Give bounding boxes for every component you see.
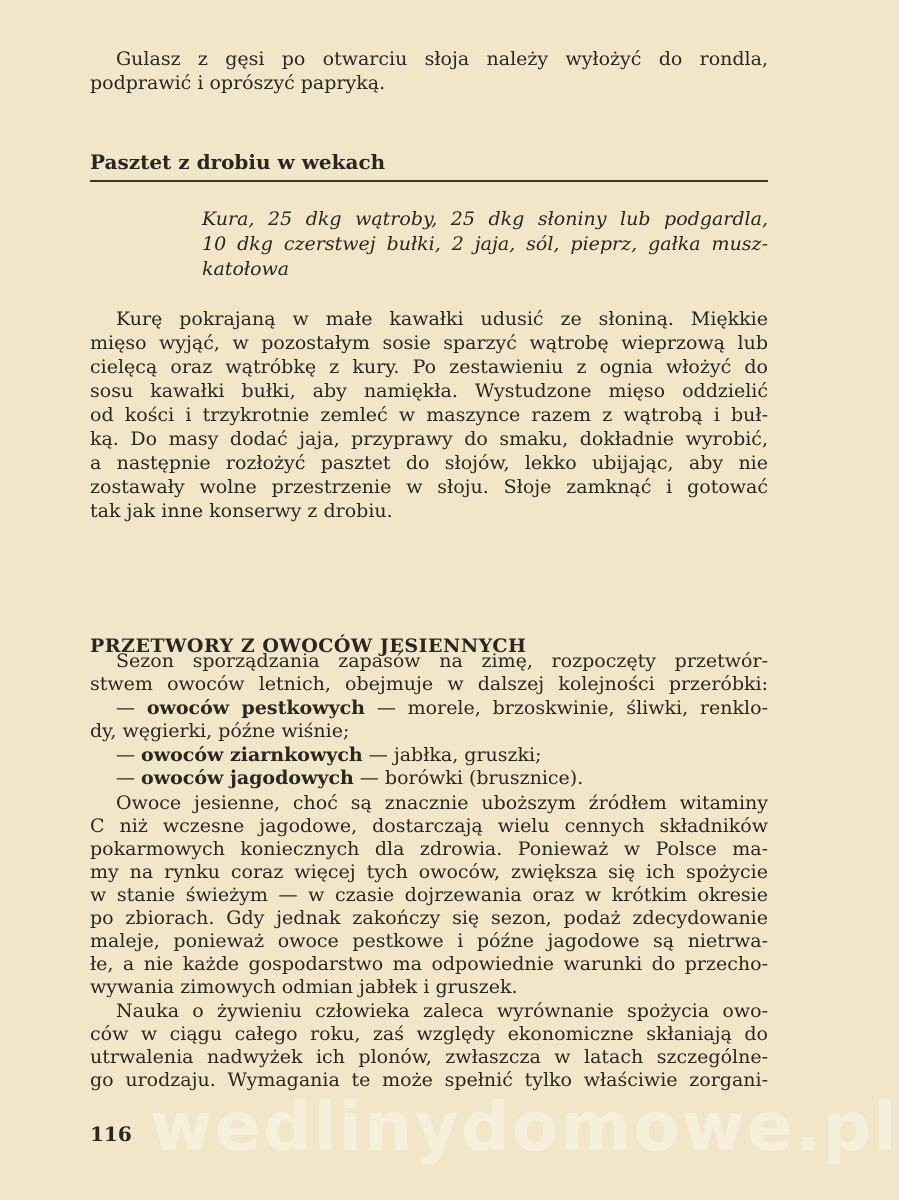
ingredients-line: Kura, 25 dkg wątroby, 25 dkg słoniny lub podgardla, bbox=[202, 208, 768, 230]
list-item-text: — morele, brzoskwinie, śliwki, renklo- bbox=[365, 697, 768, 719]
ingredients-line: 10 dkg czerstwej bułki, 2 jaja, sól, pieprz, gałka musz- bbox=[202, 233, 768, 255]
intro-line: Gulasz z gęsi po otwarciu słoja należy wyłożyć do rondla, bbox=[116, 48, 768, 70]
title-divider bbox=[90, 180, 768, 182]
recipe-body-line: mięso wyjąć, w pozostałym sosie sparzyć wątrobę wieprzową lub bbox=[90, 332, 768, 354]
list-item-term: owoców pestkowych bbox=[146, 697, 365, 719]
chapter-line: Nauka o żywieniu człowieka zaleca wyrównanie spożycia owo- bbox=[116, 1000, 768, 1022]
intro-line: podprawić i oprószyć papryką. bbox=[90, 72, 386, 94]
chapter-title: PRZETWORY Z OWOCÓW JESIENNYCH bbox=[90, 635, 527, 657]
recipe-body-line: Kurę pokrajaną w małe kawałki udusić ze słoniną. Miękkie bbox=[116, 308, 768, 330]
list-item-text: — jabłka, gruszki; bbox=[362, 744, 542, 766]
chapter-line: pokarmowych koniecznych dla zdrowia. Ponieważ w Polsce ma- bbox=[90, 838, 768, 860]
chapter-line: go urodzaju. Wymagania te może spełnić tylko właściwie zorgani- bbox=[90, 1069, 768, 1091]
chapter-line: C niż wczesne jagodowe, dostarczają wielu cennych składników bbox=[90, 815, 768, 837]
recipe-title: Pasztet z drobiu w wekach bbox=[90, 150, 386, 174]
chapter-line: po zbiorach. Gdy jednak zakończy się sezon, podaż zdecydowanie bbox=[90, 907, 768, 929]
chapter-line: wywania zimowych odmian jabłek i gruszek. bbox=[90, 976, 518, 998]
list-item bbox=[90, 744, 542, 767]
chapter-line: utrwalenia nadwyżek ich plonów, zwłaszcza w latach szczególne- bbox=[90, 1046, 768, 1068]
recipe-body-line: sosu kawałki bułki, aby namiękła. Wystudzone mięso oddzielić bbox=[90, 380, 768, 402]
recipe-body-line: cielęcą oraz wątróbkę z kury. Po zestawieniu z ognia włożyć do bbox=[90, 356, 768, 378]
recipe-body-line: a następnie rozłożyć pasztet do słojów, lekko ubijając, aby nie bbox=[90, 452, 768, 474]
page-number: 116 bbox=[90, 1122, 132, 1146]
list-dash: — bbox=[116, 697, 135, 719]
chapter-line: my na rynku coraz więcej tych owoców, zwiększa się ich spożycie bbox=[90, 861, 768, 883]
list-item-text: — borówki (brusznice). bbox=[353, 767, 584, 789]
recipe-body-line: tak jak inne konserwy z drobiu. bbox=[90, 500, 393, 522]
chapter-line: stwem owoców letnich, obejmuje w dalszej kolejności przeróbki: bbox=[90, 673, 768, 695]
list-dash: — bbox=[116, 744, 135, 766]
list-item bbox=[90, 697, 768, 720]
chapter-line: Sezon sporządzania zapasów na zimę, rozpoczęty przetwór- bbox=[116, 650, 768, 672]
chapter-line: ców w ciągu całego roku, zaś względy ekonomiczne skłaniają do bbox=[90, 1023, 768, 1045]
list-item-term: owoców ziarnkowych bbox=[141, 744, 363, 766]
recipe-body-line: zostawały wolne przestrzenie w słoju. Słoje zamknąć i gotować bbox=[90, 476, 768, 498]
chapter-line: łe, a nie każde gospodarstwo ma odpowiednie warunki do przecho- bbox=[90, 953, 768, 975]
list-item bbox=[90, 767, 583, 790]
list-item-term: owoców jagodowych bbox=[141, 767, 354, 789]
list-dash: — bbox=[116, 767, 135, 789]
chapter-line: maleje, ponieważ owoce pestkowe i późne jagodowe są nietrwa- bbox=[90, 930, 768, 952]
ingredients-line: katołowa bbox=[202, 258, 290, 280]
watermark: wedlinydomowe.pl bbox=[150, 1088, 899, 1167]
chapter-line: Owoce jesienne, choć są znacznie uboższym źródłem witaminy bbox=[116, 792, 768, 814]
chapter-line: w stanie świeżym — w czasie dojrzewania oraz w krótkim okresie bbox=[90, 884, 768, 906]
recipe-body-line: ką. Do masy dodać jaja, przyprawy do smaku, dokładnie wyrobić, bbox=[90, 428, 768, 450]
recipe-body-line: od kości i trzykrotnie zemleć w maszynce razem z wątrobą i buł- bbox=[90, 404, 768, 426]
list-item-continuation: dy, węgierki, późne wiśnie; bbox=[90, 720, 350, 742]
